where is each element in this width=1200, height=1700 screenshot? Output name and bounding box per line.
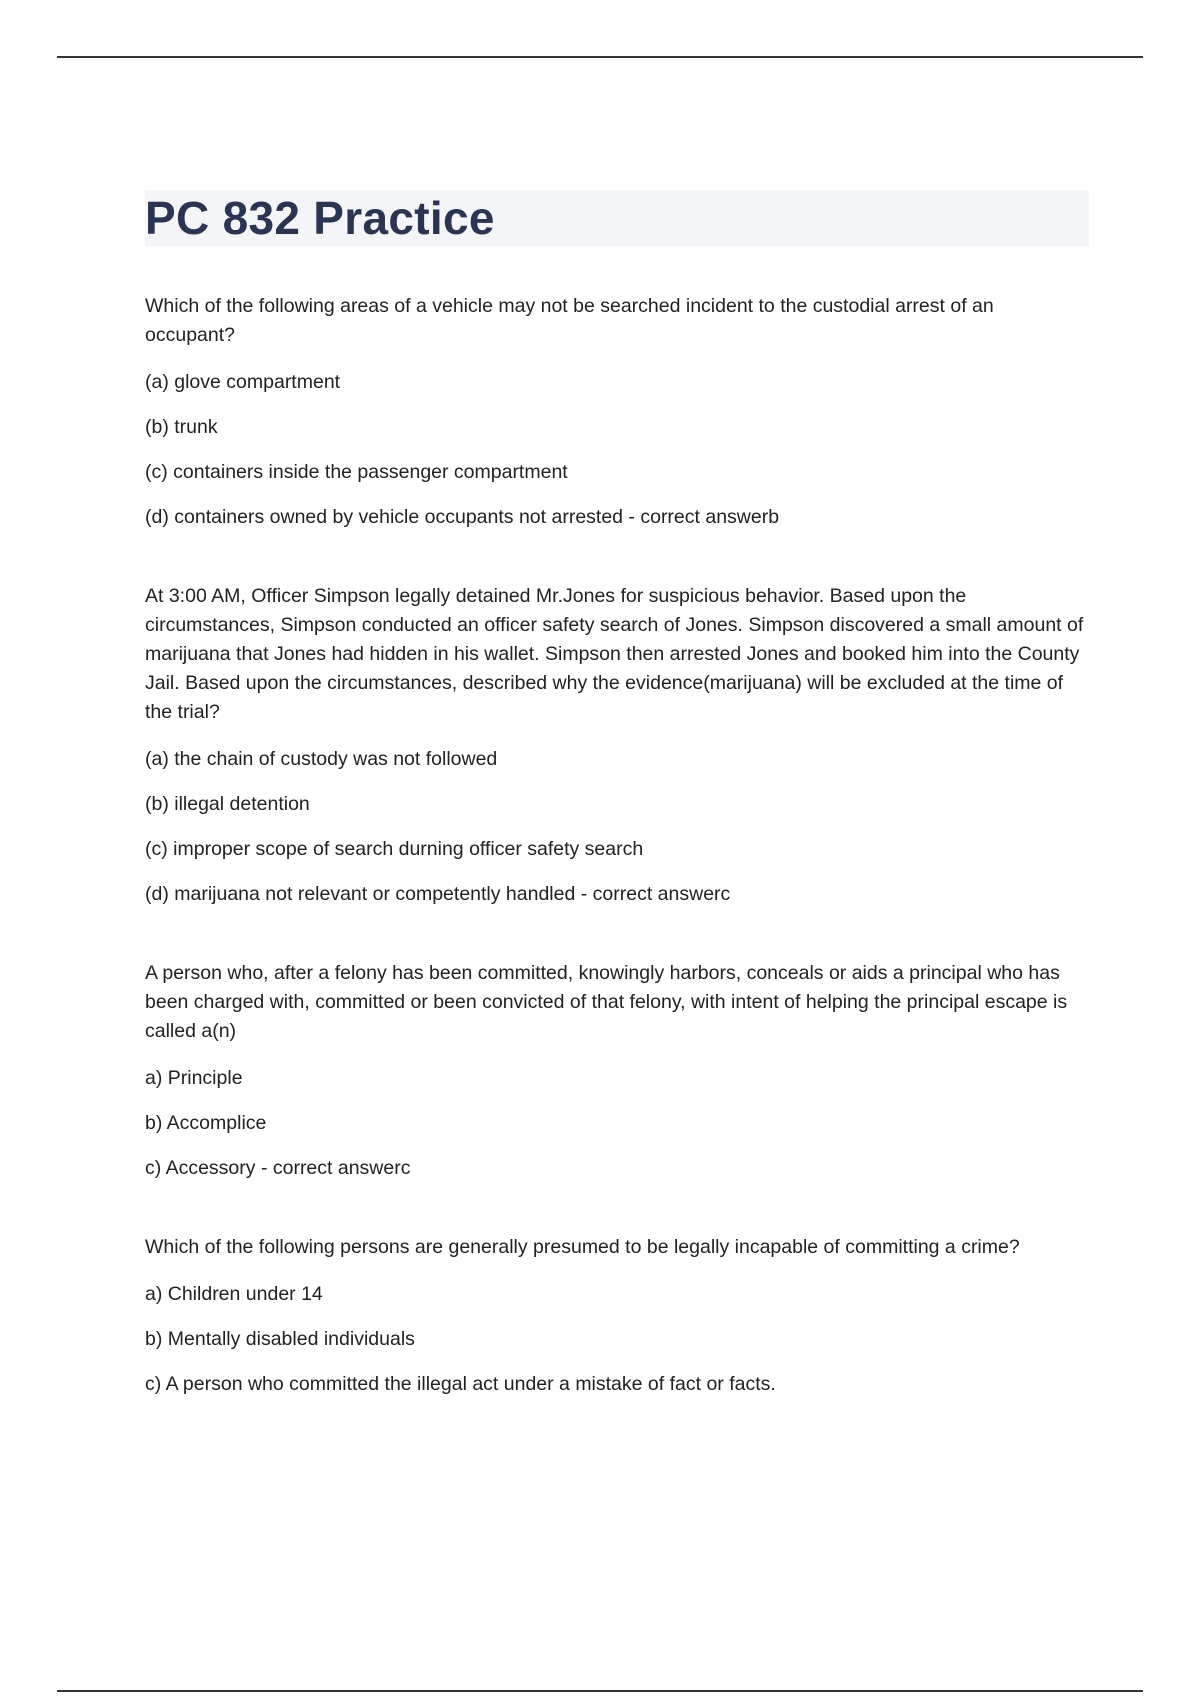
title-banner — [145, 190, 1089, 246]
question-block-1 — [145, 292, 1089, 532]
answer-option: (b) trunk — [145, 416, 218, 438]
document-body — [145, 190, 1089, 1415]
answer-option: (c) improper scope of search durning officer safety search — [145, 838, 644, 860]
answer-option: (b) illegal detention — [145, 793, 310, 815]
answer-option: (a) glove compartment — [145, 371, 341, 393]
answer-option: b) Accomplice — [145, 1112, 267, 1134]
question-text: At 3:00 AM, Officer Simpson legally detained Mr.Jones for suspicious behavior. Based upon the circumstances, Simpson conducted an officer safety search of Jones. Simpson discovered a small amount of marijuana that Jones had hidden in his wallet. Simpson then arrested Jones and booked him into the County Jail. Based upon the circumstances, described why the evidence(marijuana) will be excluded at the time of the trial? — [145, 585, 1084, 723]
answer-option: (d) containers owned by vehicle occupants not arrested - correct answerb — [145, 506, 780, 528]
answer-option: c) A person who committed the illegal act under a mistake of fact or facts. — [145, 1373, 776, 1395]
answer-option: b) Mentally disabled individuals — [145, 1328, 415, 1350]
answer-option: a) Principle — [145, 1067, 243, 1089]
question-text: Which of the following persons are generally presumed to be legally incapable of committing a crime? — [145, 1236, 1020, 1258]
answer-option: (c) containers inside the passenger compartment — [145, 461, 568, 483]
answer-option: a) Children under 14 — [145, 1283, 323, 1305]
question-text: A person who, after a felony has been committed, knowingly harbors, conceals or aids a principal who has been charged with, committed or been convicted of that felony, with intent of helping the principal escape is called a(n) — [145, 962, 1068, 1042]
bottom-rule — [57, 1690, 1143, 1692]
answer-option: c) Accessory - correct answerc — [145, 1157, 411, 1179]
answer-option: (d) marijuana not relevant or competently handled - correct answerc — [145, 883, 731, 905]
question-block-4 — [145, 1233, 1089, 1399]
question-block-3 — [145, 959, 1089, 1183]
question-text: Which of the following areas of a vehicle may not be searched incident to the custodial arrest of an occupant? — [145, 295, 994, 346]
top-rule — [57, 56, 1143, 58]
answer-option: (a) the chain of custody was not followed — [145, 748, 498, 770]
page-title: PC 832 Practice — [145, 192, 495, 244]
question-block-2 — [145, 582, 1089, 909]
